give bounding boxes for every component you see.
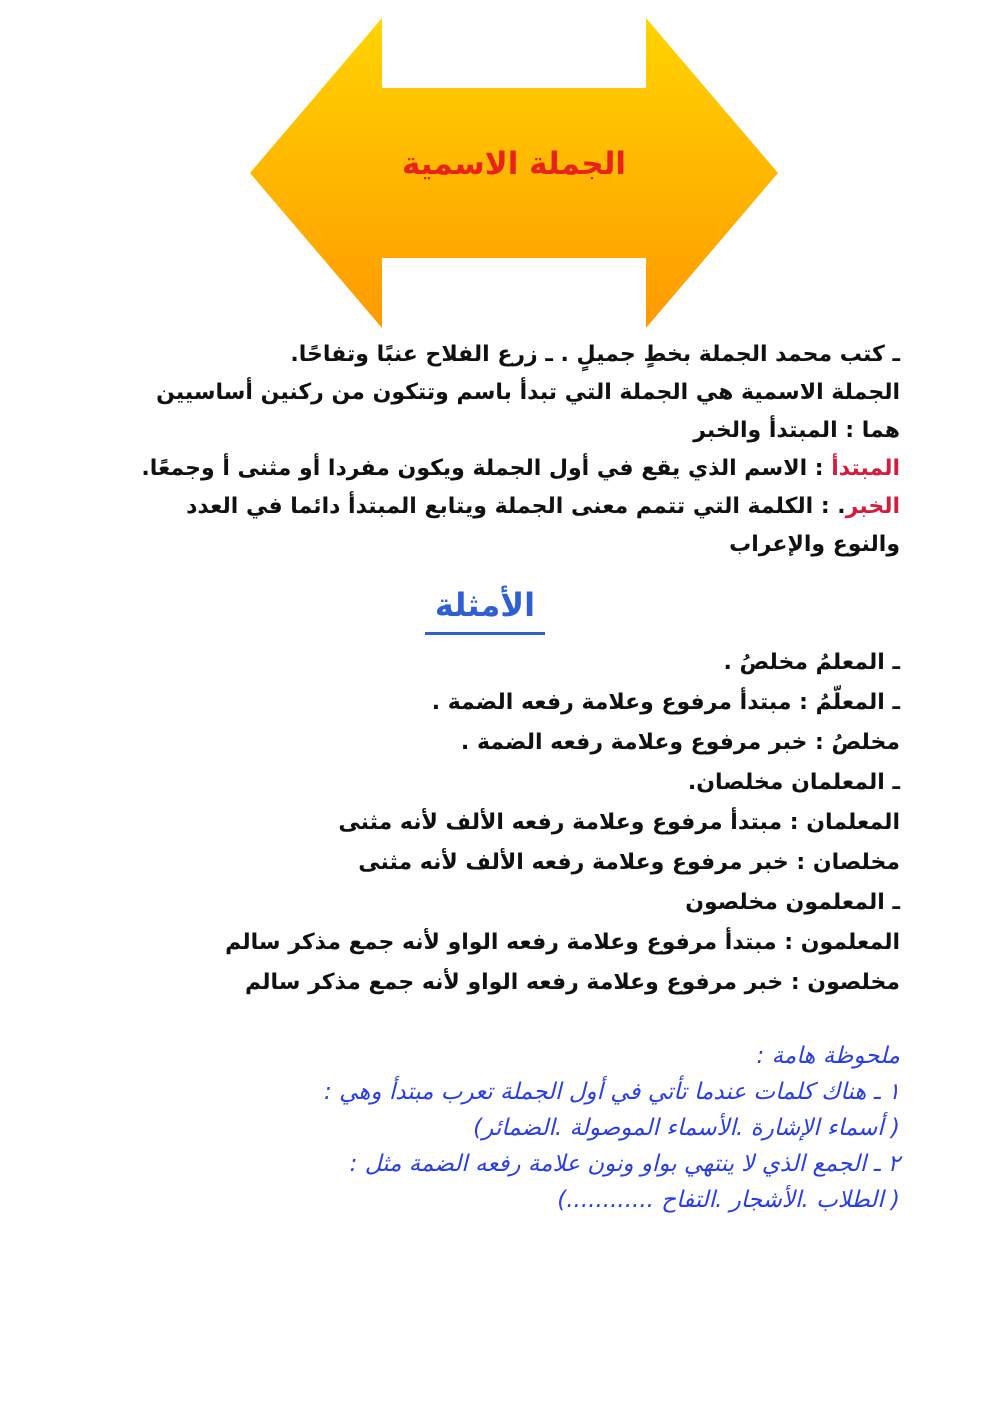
- intro-line: الجملة الاسمية هي الجملة التي تبدأ باسم وتتكون من ركنين أساسيين: [156, 380, 900, 405]
- definition-text: . : الكلمة التي تتمم معنى الجملة ويتابع المبتدأ دائما في العدد: [186, 494, 846, 519]
- examples-section: [100, 643, 900, 1003]
- page-title: الجملة الاسمية: [401, 146, 627, 182]
- definition-khabar: [100, 488, 900, 526]
- title-banner: [250, 18, 778, 328]
- term-label: الخبر: [845, 494, 900, 519]
- intro-line: ـ كتب محمد الجملة بخطٍ جميلٍ . ـ زرع الفلاح عنبًا وتفاحًا.: [290, 342, 900, 367]
- intro-section: [100, 336, 900, 564]
- term-label: المبتدأ: [831, 456, 900, 481]
- example-line: ـ المعلمان مخلصان.: [687, 770, 900, 795]
- example-line: مخلصُ : خبر مرفوع وعلامة رفعه الضمة .: [460, 730, 900, 755]
- important-note: [100, 1038, 900, 1218]
- definition-continuation: والنوع والإعراب: [729, 532, 900, 557]
- note-line: ( أسماء الإشارة .الأسماء الموصولة .الضمائر): [473, 1115, 900, 1141]
- note-title: ملحوظة هامة :: [756, 1043, 900, 1069]
- example-line: ـ المعلّمُ : مبتدأ مرفوع وعلامة رفعه الضمة .: [431, 690, 900, 715]
- definition-text: : الاسم الذي يقع في أول الجملة ويكون مفردا أو مثنى أ وجمعًا.: [141, 456, 832, 481]
- examples-heading: الأمثلة: [425, 580, 545, 635]
- definition-mubtada: [100, 450, 900, 488]
- intro-line: هما : المبتدأ والخبر: [693, 418, 900, 443]
- example-line: ـ المعلمون مخلصون: [685, 890, 900, 915]
- note-line: ١ ـ هناك كلمات عندما تأتي في أول الجملة تعرب مبتدأ وهي :: [324, 1079, 900, 1105]
- example-line: المعلمون : مبتدأ مرفوع وعلامة رفعه الواو لأنه جمع مذكر سالم: [225, 930, 900, 955]
- example-line: مخلصان : خبر مرفوع وعلامة رفعه الألف لأنه مثنى: [358, 850, 900, 875]
- example-line: مخلصون : خبر مرفوع وعلامة رفعه الواو لأنه جمع مذكر سالم: [245, 970, 900, 995]
- example-line: المعلمان : مبتدأ مرفوع وعلامة رفعه الألف لأنه مثنى: [338, 810, 900, 835]
- note-line: ( الطلاب .الأشجار .التفاح ............): [557, 1187, 900, 1213]
- note-line: ٢ ـ الجمع الذي لا ينتهي بواو ونون علامة رفعه الضمة مثل :: [349, 1151, 900, 1177]
- example-line: ـ المعلمُ مخلصُ .: [723, 650, 900, 675]
